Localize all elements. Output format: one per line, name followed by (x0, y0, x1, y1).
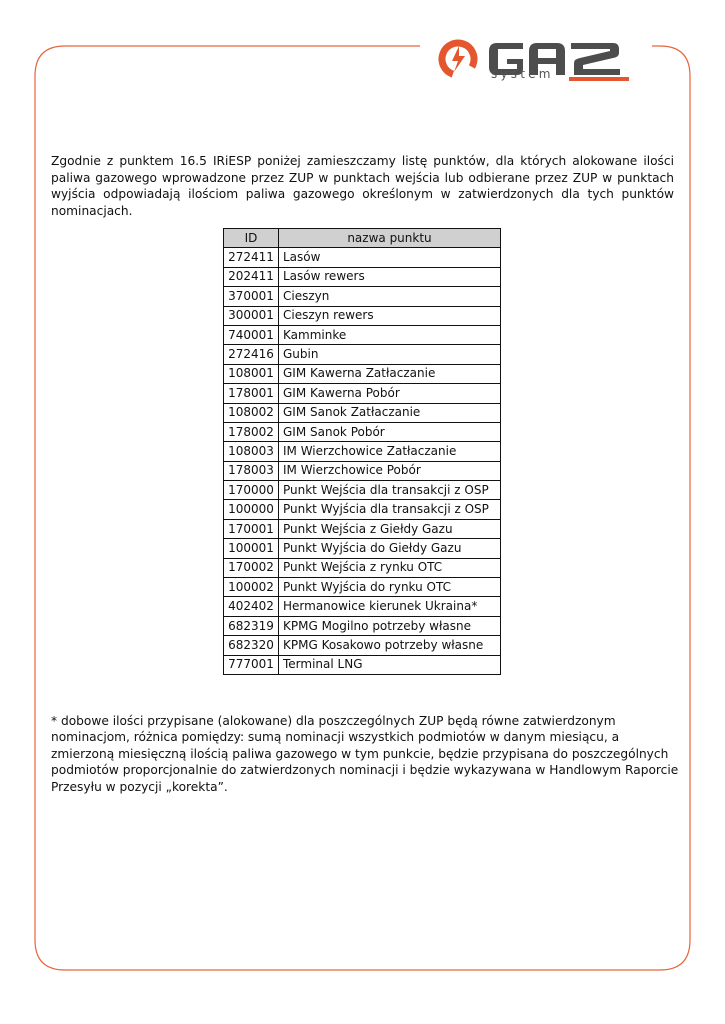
table-row (224, 306, 501, 325)
table-row (224, 403, 501, 422)
logo-letter-z (571, 43, 620, 75)
column-header-id: ID (224, 229, 279, 248)
table-row (224, 345, 501, 364)
cell-id: 682320 (224, 636, 279, 655)
points-table (223, 228, 501, 675)
table-row (224, 519, 501, 538)
cell-id: 108003 (224, 442, 279, 461)
table-row (224, 539, 501, 558)
table-row (224, 442, 501, 461)
cell-id: 108001 (224, 364, 279, 383)
cell-id: 202411 (224, 267, 279, 286)
cell-name: Kamminke (279, 325, 501, 344)
cell-name: GIM Sanok Pobór (279, 422, 501, 441)
table-row (224, 267, 501, 286)
cell-name: GIM Kawerna Zatłaczanie (279, 364, 501, 383)
cell-id: 108002 (224, 403, 279, 422)
cell-name: Lasów rewers (279, 267, 501, 286)
cell-name: IM Wierzchowice Zatłaczanie (279, 442, 501, 461)
table-row (224, 287, 501, 306)
cell-name: Cieszyn rewers (279, 306, 501, 325)
cell-name: Lasów (279, 248, 501, 267)
cell-id: 100002 (224, 578, 279, 597)
cell-name: Cieszyn (279, 287, 501, 306)
table-header-row (224, 229, 501, 248)
table-row (224, 248, 501, 267)
cell-name: Punkt Wyjścia dla transakcji z OSP (279, 500, 501, 519)
table-row (224, 500, 501, 519)
cell-name: GIM Kawerna Pobór (279, 384, 501, 403)
intro-paragraph: Zgodnie z punktem 16.5 IRiESP poniżej zamieszczamy listę punktów, dla których alokowane ilości paliwa gazowego wprowadzone przez ZUP w punktach wejścia lub odbierane przez ZUP w punktach wyjścia odpowiadają ilościom paliwa gazowego określonym w zatwierdzonych dla tych punktów nominacjach. (51, 154, 674, 218)
cell-name: Punkt Wyjścia do Giełdy Gazu (279, 539, 501, 558)
table-row (224, 384, 501, 403)
cell-id: 170002 (224, 558, 279, 577)
logo-subtitle: system (491, 67, 554, 81)
cell-id: 272416 (224, 345, 279, 364)
table-row (224, 636, 501, 655)
flame-icon (437, 38, 478, 79)
cell-id: 370001 (224, 287, 279, 306)
cell-id: 402402 (224, 597, 279, 616)
table-row (224, 364, 501, 383)
column-header-name: nazwa punktu (279, 229, 501, 248)
cell-id: 100000 (224, 500, 279, 519)
cell-name: IM Wierzchowice Pobór (279, 461, 501, 480)
table-row (224, 422, 501, 441)
table-row (224, 481, 501, 500)
table-row (224, 578, 501, 597)
cell-id: 178002 (224, 422, 279, 441)
cell-name: Punkt Wejścia z rynku OTC (279, 558, 501, 577)
cell-id: 740001 (224, 325, 279, 344)
table-row (224, 655, 501, 674)
cell-name: Punkt Wyjścia do rynku OTC (279, 578, 501, 597)
cell-name: GIM Sanok Zatłaczanie (279, 403, 501, 422)
cell-id: 178001 (224, 384, 279, 403)
cell-name: Punkt Wejścia dla transakcji z OSP (279, 481, 501, 500)
table-row (224, 616, 501, 635)
cell-id: 300001 (224, 306, 279, 325)
table-row (224, 558, 501, 577)
footnote: * dobowe ilości przypisane (alokowane) dla poszczególnych ZUP będą równe zatwierdzonym nominacjom, różnica pomiędzy: sumą nominacji wszystkich podmiotów w danym miesiącu, a zmierzoną miesięczną ilością paliwa gazowego w tym punkcie, będzie przypisana do poszczególnych podmiotów proporcjonalnie do zatwierdzonych nominacji i będzie wykazywana w Handlowym Raporcie Przesyłu w pozycji „korekta”. (51, 714, 679, 794)
cell-name: Gubin (279, 345, 501, 364)
table-row (224, 597, 501, 616)
cell-id: 170000 (224, 481, 279, 500)
cell-id: 777001 (224, 655, 279, 674)
cell-id: 178003 (224, 461, 279, 480)
cell-name: KPMG Mogilno potrzeby własne (279, 616, 501, 635)
table-row (224, 461, 501, 480)
logo-underline (569, 77, 629, 81)
cell-id: 100001 (224, 539, 279, 558)
cell-id: 682319 (224, 616, 279, 635)
table-row (224, 325, 501, 344)
cell-id: 272411 (224, 248, 279, 267)
cell-name: Terminal LNG (279, 655, 501, 674)
cell-name: KPMG Kosakowo potrzeby własne (279, 636, 501, 655)
cell-id: 170001 (224, 519, 279, 538)
cell-name: Punkt Wejścia z Giełdy Gazu (279, 519, 501, 538)
cell-name: Hermanowice kierunek Ukraina* (279, 597, 501, 616)
